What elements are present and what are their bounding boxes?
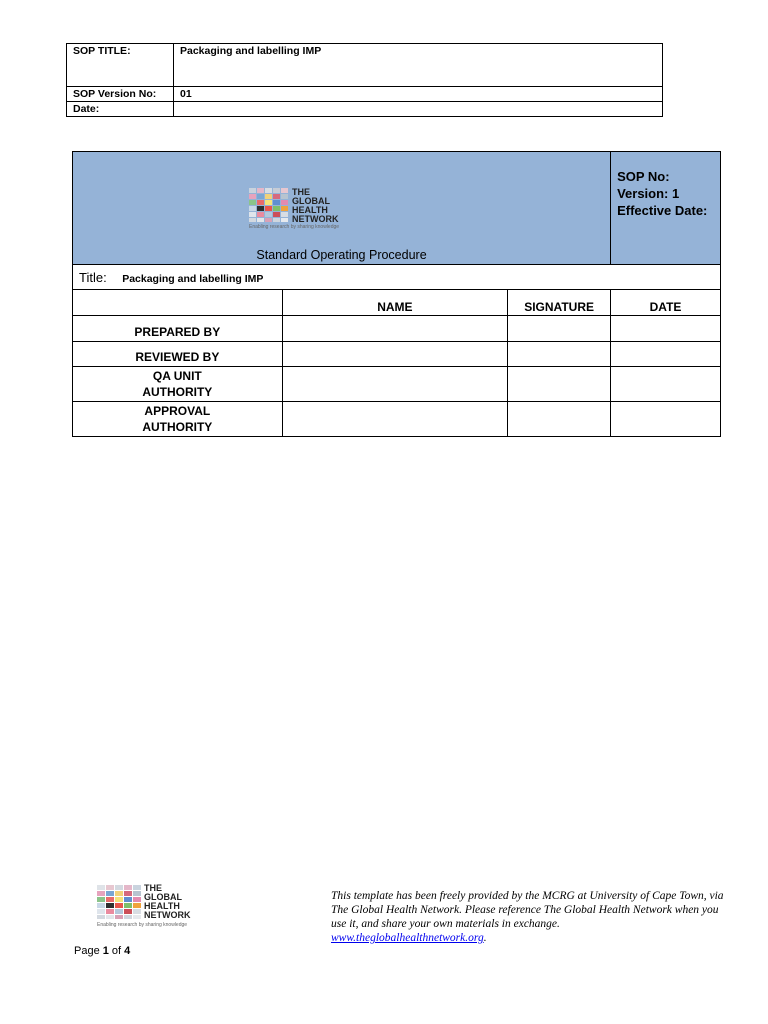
footer-logo-line-3: HEALTH (144, 901, 180, 911)
date-field[interactable] (611, 342, 721, 367)
name-field[interactable] (282, 402, 508, 437)
sop-approval-table (72, 151, 721, 437)
logo-line-3: HEALTH (292, 205, 328, 215)
sop-no-label: SOP No: (617, 169, 670, 184)
date-field[interactable] (611, 367, 721, 402)
column-header-role (73, 290, 283, 316)
logo-line-4: NETWORK (292, 214, 339, 224)
date-value (174, 102, 663, 117)
page-total: 4 (124, 945, 131, 957)
signature-field[interactable] (508, 402, 611, 437)
role-label-line2: AUTHORITY (142, 420, 213, 434)
table-row (73, 342, 721, 367)
sop-title-label: SOP TITLE: (67, 44, 174, 87)
procedure-heading: Standard Operating Procedure (256, 248, 427, 262)
sop-meta-cell (611, 152, 721, 265)
column-header-date: DATE (611, 290, 721, 316)
table-header-row (73, 290, 721, 316)
page-prefix: Page (74, 945, 103, 957)
column-header-name: NAME (282, 290, 508, 316)
page-mid: of (108, 945, 125, 957)
role-label: REVIEWED BY (135, 350, 220, 364)
role-label: QA UNIT (152, 369, 202, 383)
name-field[interactable] (282, 342, 508, 367)
title-cell (73, 265, 721, 290)
logo-tagline: Enabling research by sharing knowledge (249, 224, 340, 230)
sop-version-value: 01 (174, 87, 663, 102)
role-label-line2: AUTHORITY (142, 385, 213, 399)
link-suffix: . (483, 932, 487, 944)
sop-version-text: Version: 1 (617, 186, 680, 201)
signature-field[interactable] (508, 316, 611, 342)
sop-header-table (66, 43, 663, 117)
logo-line-2: GLOBAL (292, 196, 330, 206)
disclaimer-text: This template has been freely provided by the MCRG at University of Cape Town, via The Global Health Network. Please reference The Global Health Network when you use it, and share your own materials in exchange. (331, 890, 724, 930)
role-label: APPROVAL (144, 404, 211, 418)
title-value: Packaging and labelling IMP (122, 272, 264, 285)
page-number (74, 945, 130, 957)
page-current: 1 (102, 945, 109, 957)
signature-field[interactable] (508, 367, 611, 402)
table-row (73, 367, 721, 402)
role-approval-authority (73, 402, 283, 437)
date-field[interactable] (611, 316, 721, 342)
date-label: Date: (67, 102, 174, 117)
role-prepared-by (73, 316, 283, 342)
template-disclaimer (331, 889, 726, 945)
footer-logo-tagline: Enabling research by sharing knowledge (97, 922, 188, 928)
title-label: Title: (79, 269, 107, 285)
name-field[interactable] (282, 316, 508, 342)
footer-logo (97, 883, 197, 929)
footer-logo-line-2: GLOBAL (144, 892, 182, 902)
sop-title-value: Packaging and labelling IMP (174, 44, 663, 87)
signature-field[interactable] (508, 342, 611, 367)
logo-mosaic-icon (249, 188, 288, 222)
table-row (73, 316, 721, 342)
column-header-signature: SIGNATURE (508, 290, 611, 316)
global-health-network-logo (249, 186, 349, 230)
role-label: PREPARED BY (134, 325, 221, 339)
logo-mosaic-icon (97, 885, 141, 919)
logo-line-1: THE (292, 187, 310, 197)
effective-date-label: Effective Date: (617, 203, 708, 218)
date-field[interactable] (611, 402, 721, 437)
name-field[interactable] (282, 367, 508, 402)
role-qa-unit-authority (73, 367, 283, 402)
role-reviewed-by (73, 342, 283, 367)
footer-logo-line-1: THE (144, 883, 162, 893)
table-row (73, 402, 721, 437)
sop-logo-cell (73, 152, 611, 265)
sop-version-label: SOP Version No: (67, 87, 174, 102)
global-health-network-link[interactable]: www.theglobalhealthnetwork.org (331, 932, 484, 944)
footer-logo-line-4: NETWORK (144, 910, 191, 920)
